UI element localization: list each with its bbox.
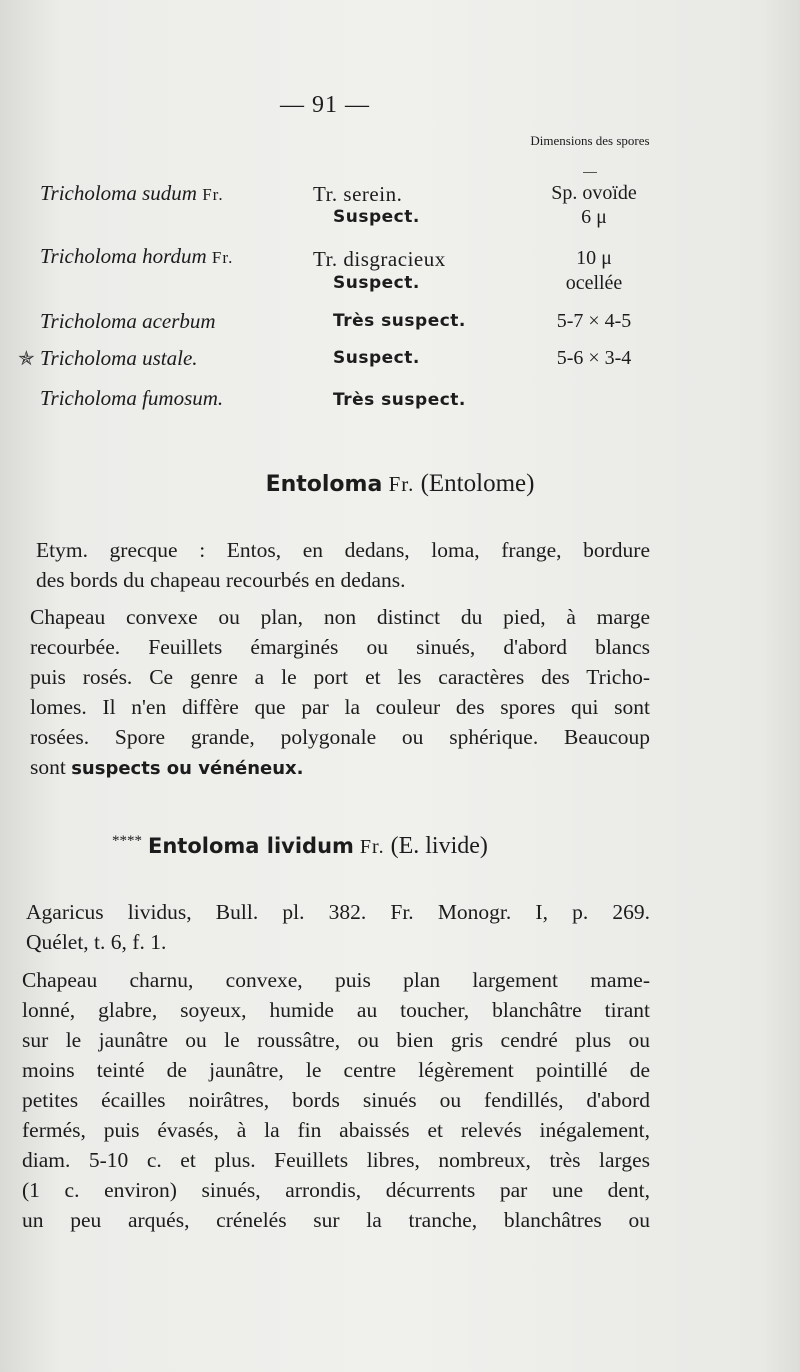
text-line: des bords du chapeau recourbés en dedans. bbox=[36, 568, 406, 592]
text-line: moins teinté de jaunâtre, le centre légèrement pointillé de bbox=[22, 1058, 650, 1082]
text-line: rosées. Spore grande, polygonale ou sphérique. Beaucoup bbox=[30, 725, 650, 749]
etymology-paragraph bbox=[36, 535, 650, 595]
species-name: Tricholoma ustale. bbox=[40, 346, 198, 370]
species-name: Tricholoma acerbum bbox=[40, 309, 216, 333]
star-marker: ✯ bbox=[18, 348, 35, 370]
spore-dimension: ocellée bbox=[565, 272, 623, 294]
spore-dimensions-header: Dimensions des spores bbox=[530, 133, 650, 148]
text-line: Chapeau convexe ou plan, non distinct du pied, à marge bbox=[30, 605, 650, 629]
text-line: Chapeau charnu, convexe, puis plan largement mame- bbox=[22, 968, 650, 992]
spore-dimension: 10 μ bbox=[576, 247, 612, 269]
text-line: Etym. grecque : Entos, en dedans, loma, frange, bordure bbox=[36, 538, 650, 562]
species-name: Tricholoma hordum Fr. bbox=[40, 244, 234, 268]
species-description bbox=[22, 965, 650, 1235]
edibility-status: Très suspect. bbox=[333, 390, 466, 410]
text-line: Agaricus lividus, Bull. pl. 382. Fr. Monogr. I, p. 269. bbox=[26, 900, 650, 924]
species-heading: **** Entoloma lividum Fr. (E. livide) bbox=[112, 833, 488, 859]
edibility-status: Suspect. bbox=[333, 273, 420, 293]
text-line: (1 c. environ) sinués, arrondis, décurrents par une dent, bbox=[22, 1178, 650, 1202]
edibility-status: Suspect. bbox=[333, 348, 420, 368]
toxicity-warning: suspects ou vénéneux. bbox=[71, 758, 304, 779]
spore-dimension: 6 μ bbox=[581, 206, 607, 228]
page-number: — 91 — bbox=[280, 92, 370, 118]
species-name: Tricholoma fumosum. bbox=[40, 386, 224, 410]
text-line: puis rosés. Ce genre a le port et les caractères des Tricho- bbox=[30, 665, 650, 689]
species-name: Tricholoma sudum Fr. bbox=[40, 181, 224, 205]
spore-dimension: 5-7 × 4-5 bbox=[556, 310, 632, 332]
edibility-status: Suspect. bbox=[333, 207, 420, 227]
text-line: sont suspects ou vénéneux. bbox=[30, 755, 304, 779]
text-line: un peu arqués, crénelés sur la tranche, blanchâtres ou bbox=[22, 1208, 650, 1232]
text-line: petites écailles noirâtres, bords sinués ou fendillés, d'abord bbox=[22, 1088, 650, 1112]
spore-dimension: 5-6 × 3-4 bbox=[556, 347, 632, 369]
text-line: sur le jaunâtre ou le roussâtre, ou bien gris cendré plus ou bbox=[22, 1028, 650, 1052]
header-dash bbox=[583, 172, 597, 173]
edibility-status: Très suspect. bbox=[333, 311, 466, 331]
text-line: lomes. Il n'en diffère que par la couleur des spores qui sont bbox=[30, 695, 650, 719]
text-line: recourbée. Feuillets émarginés ou sinués, d'abord blancs bbox=[30, 635, 650, 659]
genus-heading: Entoloma Fr. (Entolome) bbox=[265, 470, 535, 497]
text-line: diam. 5-10 c. et plus. Feuillets libres, nombreux, très larges bbox=[22, 1148, 650, 1172]
synonym-references bbox=[26, 897, 650, 957]
text-line: Quélet, t. 6, f. 1. bbox=[26, 930, 167, 954]
spore-dimension: Sp. ovoïde bbox=[551, 182, 637, 204]
text-line: fermés, puis évasés, à la fin abaissés et relevés inégalement, bbox=[22, 1118, 650, 1142]
french-name: Tr. serein. bbox=[313, 182, 403, 206]
text-line: lonné, glabre, soyeux, humide au toucher, blanchâtre tirant bbox=[22, 998, 650, 1022]
french-name: Tr. disgracieux bbox=[313, 247, 446, 271]
toxicity-stars: **** bbox=[112, 833, 142, 849]
genus-description bbox=[30, 602, 650, 782]
